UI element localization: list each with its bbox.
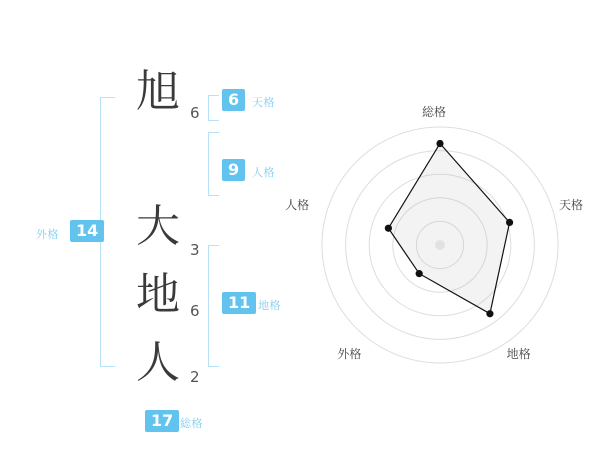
- kanji-char-2: 大: [136, 201, 180, 252]
- radar-data-point: [436, 140, 443, 147]
- badge-gekaku-label: 外格: [36, 228, 59, 241]
- bracket-tenkaku: [208, 95, 219, 121]
- badge-chikaku-value: 11: [222, 292, 256, 314]
- radar-area: [388, 144, 509, 314]
- stroke-count-1: 6: [190, 104, 200, 122]
- badge-jinkaku-value: 9: [222, 159, 245, 181]
- radar-data-point: [416, 270, 423, 277]
- badge-soukaku-value: 17: [145, 410, 179, 432]
- radar-chart: [285, 100, 583, 394]
- radar-data-point: [506, 219, 513, 226]
- radar-axis-label: 地格: [506, 347, 531, 362]
- radar-axis-label: 外格: [337, 347, 362, 362]
- stroke-count-2: 3: [190, 241, 200, 259]
- stroke-count-4: 2: [190, 368, 200, 386]
- badge-gekaku-value: 14: [70, 220, 104, 242]
- radar-data-point: [385, 225, 392, 232]
- radar-data-point: [486, 310, 493, 317]
- stroke-count-3: 6: [190, 302, 200, 320]
- radar-center-dot: [435, 240, 445, 250]
- badge-soukaku-label: 総格: [180, 417, 203, 430]
- kanji-char-1: 旭: [136, 66, 180, 117]
- badge-tenkaku-value: 6: [222, 89, 245, 111]
- bracket-jinkaku: [208, 132, 219, 196]
- badge-tenkaku-label: 天格: [252, 96, 275, 109]
- kanji-char-3: 地: [136, 269, 180, 320]
- radar-axis-label: 天格: [558, 197, 583, 212]
- radar-axis-label: 総格: [422, 105, 447, 119]
- radar-axis-label: 人格: [285, 197, 310, 212]
- bracket-chikaku: [208, 245, 219, 367]
- kanji-char-4: 人: [136, 337, 180, 388]
- badge-jinkaku-label: 人格: [252, 166, 275, 179]
- badge-chikaku-label: 地格: [258, 299, 281, 312]
